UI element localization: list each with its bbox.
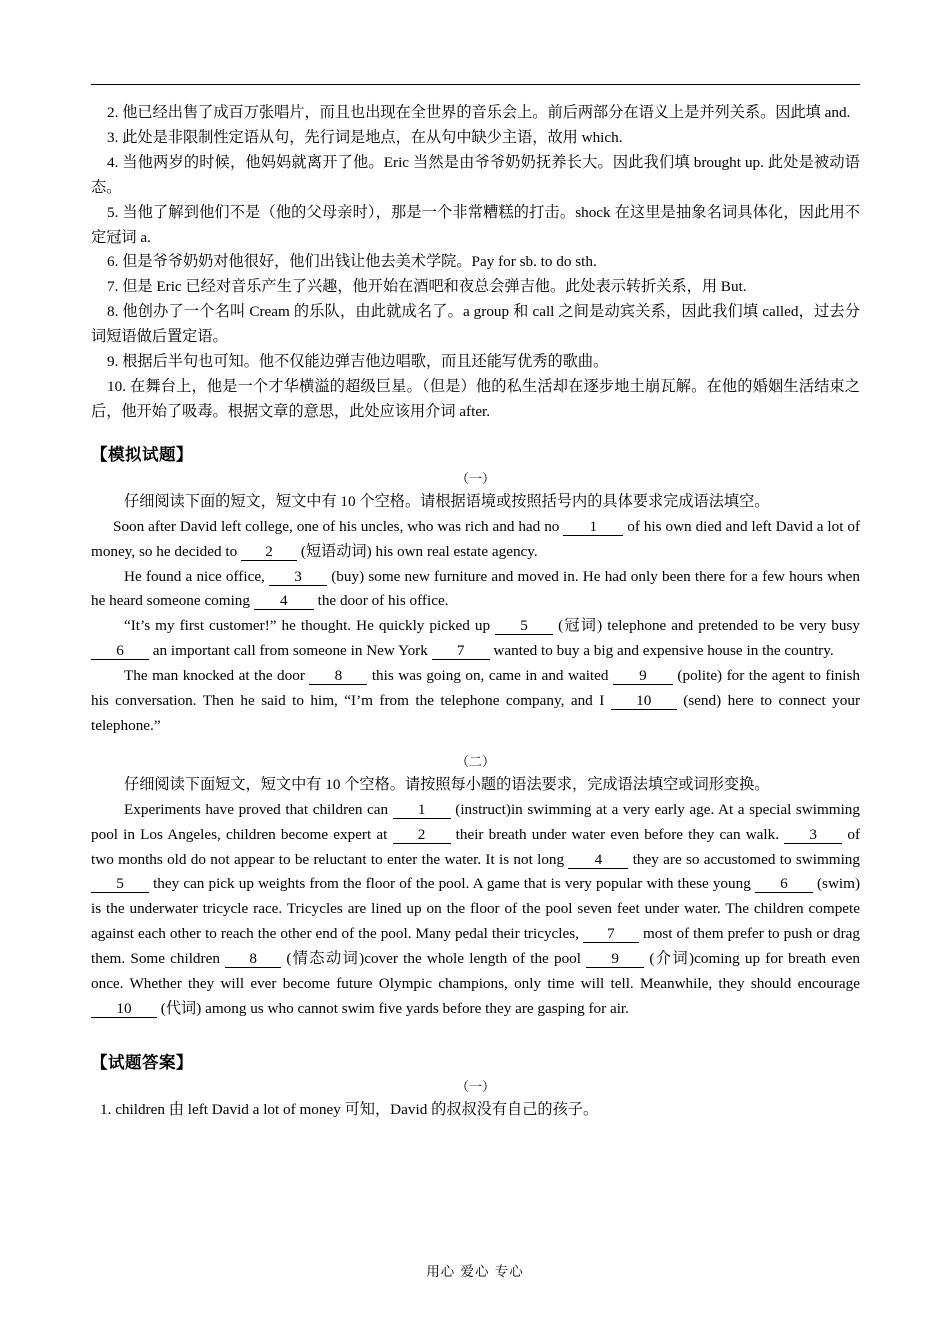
page-footer: 用心 爱心 专心 bbox=[426, 1264, 524, 1280]
answer-blank[interactable]: 6 bbox=[755, 875, 813, 893]
part-one-label: （一） bbox=[455, 470, 495, 486]
answer-blank[interactable]: 1 bbox=[563, 518, 623, 536]
answer-blank[interactable]: 2 bbox=[393, 826, 451, 844]
passage-one-paragraph: “It’s my first customer!” he thought. He quickly picked up 5 (冠词) telephone and pretended to be very busy 6 an important call from someone in New York 7 wanted to buy a big and expensive house in the country. bbox=[91, 614, 860, 664]
answer-blank[interactable]: 8 bbox=[225, 950, 281, 968]
analysis-item: 3. 此处是非限制性定语从句，先行词是地点，在从句中缺少主语，故用 which. bbox=[107, 128, 623, 146]
answers-part-one-label: （一） bbox=[455, 1078, 495, 1094]
answer-blank[interactable]: 6 bbox=[91, 642, 149, 660]
passage-two-paragraph: Experiments have proved that children can 1 (instruct)in swimming at a very early age. At a special swimming pool in Los Angeles, children become expert at 2 their breath under water even before they can walk. 3 of two months old do not appear to be reluctant to enter the water. It is not long 4 they are so accustomed to swimming 5 they can pick up weights from the floor of the pool. A game that is very popular with these young 6 (swim) is the underwater tricycle race. Tricycles are lined up on the floor of the pool seven feet under water. The children compete against each other to reach the other end of the pool. Many pedal their tricycles, 7 most of them prefer to push or drag them. Some children 8 (情态动词)cover the whole length of the pool 9 (介词)coming up for breath even once. Whether they will ever become future Olympic champions, only time will tell. Meanwhile, they should encourage 10 (代词) among us who cannot swim five yards before they are gasping for air. bbox=[91, 800, 861, 1017]
answer-blank[interactable]: 10 bbox=[91, 1000, 157, 1018]
document-page bbox=[91, 101, 860, 1123]
passage-one-paragraph: The man knocked at the door 8 this was going on, came in and waited 9 (polite) for the agent to finish his conversation. Then he said to him, “I’m from the telephone company, and I 10 (send) here to connect your telephone.” bbox=[91, 667, 861, 734]
answers-heading: 【试题答案】 bbox=[91, 1052, 193, 1072]
part-two-label: （二） bbox=[455, 753, 495, 769]
answer-blank[interactable]: 5 bbox=[495, 617, 553, 635]
answer-blank[interactable]: 4 bbox=[568, 851, 628, 869]
answer-blank[interactable]: 9 bbox=[586, 950, 644, 968]
answer-blank[interactable]: 10 bbox=[611, 692, 677, 710]
answer-explanation-item: 1. children 由 left David a lot of money 可知，David 的叔叔没有自己的孩子。 bbox=[100, 1100, 599, 1118]
part-one-instruction: 仔细阅读下面的短文，短文中有 10 个空格。请根据语境或按照括号内的具体要求完成语法填空。 bbox=[124, 492, 770, 510]
header-rule bbox=[91, 84, 860, 85]
answer-blank[interactable]: 9 bbox=[613, 667, 673, 685]
analysis-item: 4. 当他两岁的时候，他妈妈就离开了他。Eric 当然是由爷爷奶奶抚养长大。因此我们填 brought up. 此处是被动语态。 bbox=[91, 153, 860, 196]
mock-test-heading: 【模拟试题】 bbox=[91, 444, 193, 464]
answer-blank[interactable]: 5 bbox=[91, 875, 149, 893]
answer-blank[interactable]: 8 bbox=[309, 667, 367, 685]
analysis-item: 2. 他已经出售了成百万张唱片，而且也出现在全世界的音乐会上。前后两部分在语义上是并列关系。因此填 and. bbox=[107, 104, 851, 121]
answer-blank[interactable]: 4 bbox=[254, 592, 314, 610]
passage-one-paragraph: He found a nice office, 3 (buy) some new furniture and moved in. He had only been there for a few hours when he heard someone coming 4 the door of his office. bbox=[91, 567, 860, 610]
analysis-item: 9. 根据后半句也可知。他不仅能边弹吉他边唱歌，而且还能写优秀的歌曲。 bbox=[107, 353, 609, 371]
answer-blank[interactable]: 7 bbox=[432, 642, 490, 660]
analysis-item: 10. 在舞台上，他是一个才华横溢的超级巨星。（但是）他的私生活却在逐步地土崩瓦解。在他的婚姻生活结束之后，他开始了吸毒。根据文章的意思，此处应该用介词 after. bbox=[91, 377, 860, 420]
answer-blank[interactable]: 7 bbox=[583, 925, 639, 943]
answer-blank[interactable]: 3 bbox=[784, 826, 842, 844]
answer-blank[interactable]: 3 bbox=[269, 568, 327, 586]
analysis-item: 5. 当他了解到他们不是（他的父母亲时），那是一个非常糟糕的打击。shock 在这里是抽象名词具体化，因此用不定冠词 a. bbox=[91, 203, 860, 246]
answer-blank[interactable]: 1 bbox=[393, 801, 451, 819]
answer-blank[interactable]: 2 bbox=[241, 543, 297, 561]
analysis-item: 7. 但是 Eric 已经对音乐产生了兴趣，他开始在酒吧和夜总会弹吉他。此处表示转折关系，用 But. bbox=[107, 278, 747, 296]
analysis-list bbox=[91, 101, 860, 425]
analysis-item: 8. 他创办了一个名叫 Cream 的乐队，由此就成名了。a group 和 call 之间是动宾关系，因此我们填 called，过去分词短语做后置定语。 bbox=[91, 303, 860, 346]
analysis-item: 6. 但是爷爷奶奶对他很好，他们出钱让他去美术学院。Pay for sb. to do sth. bbox=[107, 253, 597, 271]
part-two-instruction: 仔细阅读下面短文，短文中有 10 个空格。请按照每小题的语法要求，完成语法填空或词形变换。 bbox=[124, 775, 770, 793]
passage-one-paragraph: Soon after David left college, one of his uncles, who was rich and had no 1 of his own died and left David a lot of money, so he decided to 2 (短语动词) his own real estate agency. bbox=[91, 517, 861, 560]
